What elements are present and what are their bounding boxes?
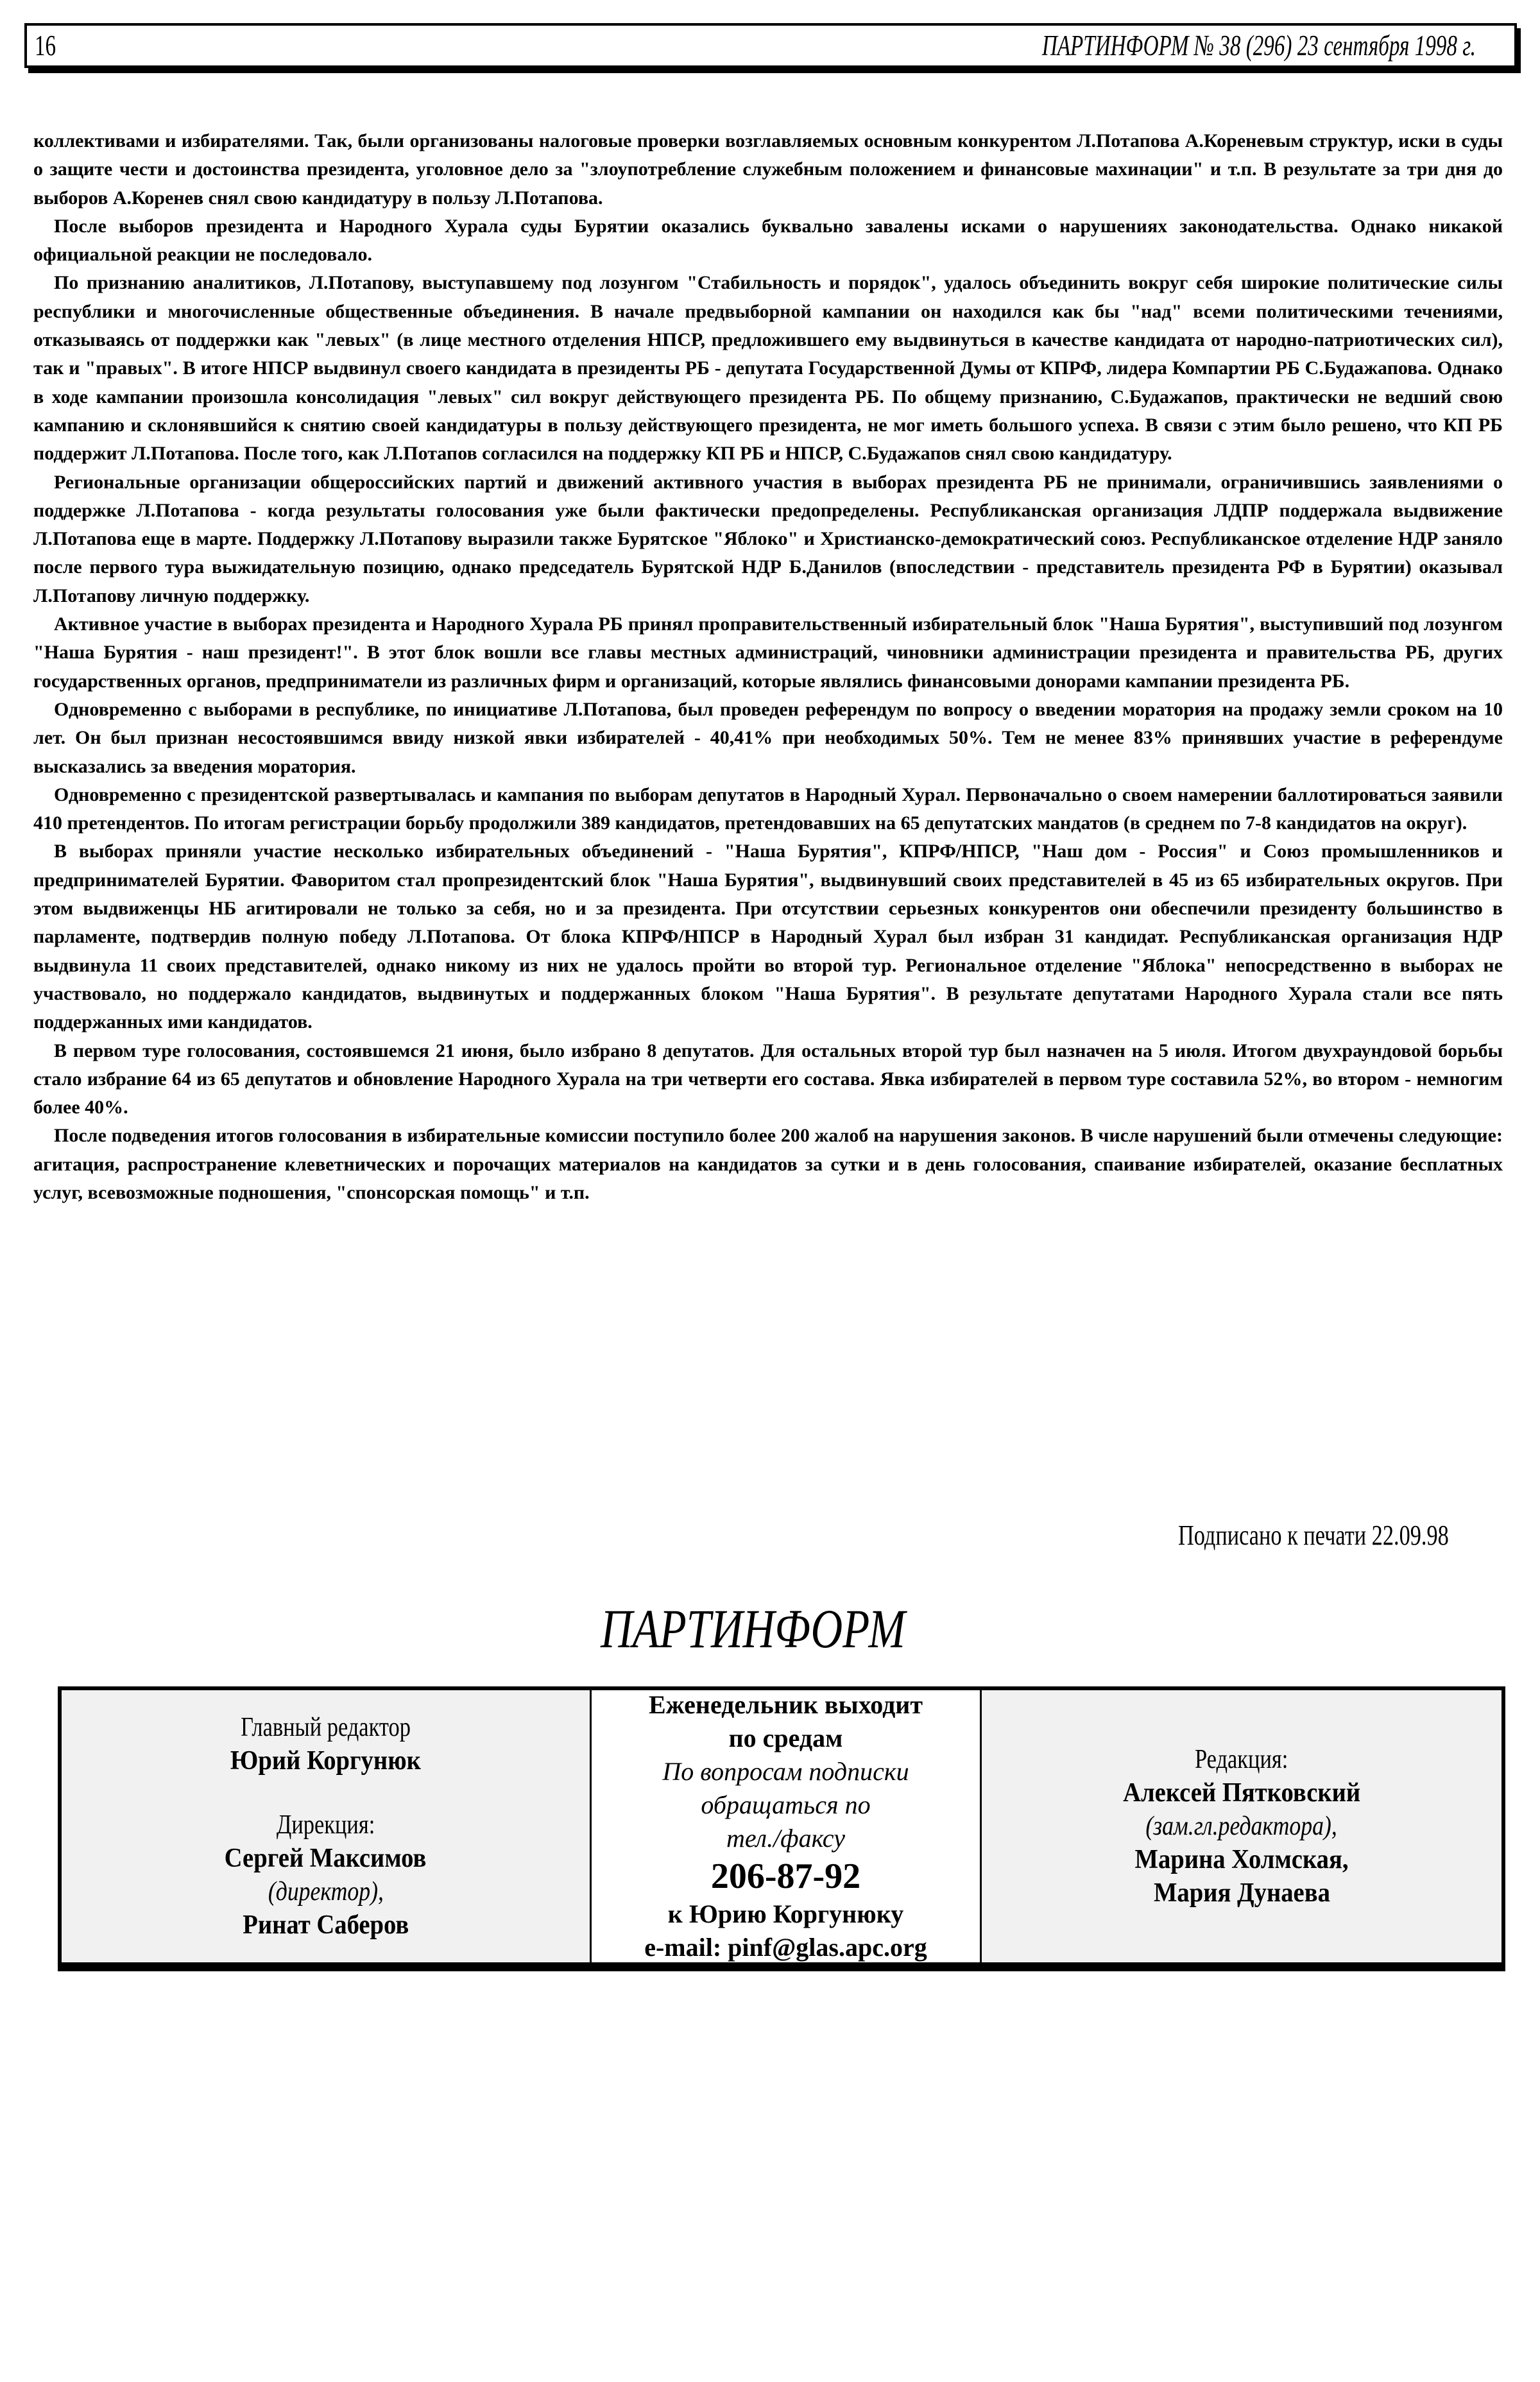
page-header bbox=[24, 23, 1517, 68]
article-paragraph: После подведения итогов голосования в избирательные комиссии поступило более 200 жалоб на нарушения законов. В числе нарушений были отмечены следующие: агитация, распространение клеветнических и порочащих материалов на кандидатов за сутки и в день голосования, спаивание избирателей, оказание бесплатных услуг, всевозможные подношения, "спонсорская помощь" и т.п. bbox=[33, 1125, 1503, 1203]
phone-number: 206-87-92 bbox=[710, 1856, 861, 1896]
masthead-title: ПАРТИНФОРМ bbox=[601, 1598, 905, 1659]
deputy-editor-role: (зам.гл.редактора), bbox=[1145, 1812, 1338, 1841]
editor-staff-name: Мария Дунаева bbox=[1153, 1878, 1330, 1908]
article-paragraph: Одновременно с выборами в республике, по инициативе Л.Потапова, был проведен референдум по вопросу о введении моратория на продажу земли сроком на 10 лет. Он был признан несостоявшимся ввиду низкой явки избирателей - 40,41% при необходимых 50%. Тем не менее 83% принявших участие в референдуме высказались за введения моратория. bbox=[33, 698, 1503, 777]
page-number: 16 bbox=[35, 29, 56, 62]
article-paragraph: В выборах приняли участие несколько избирательных объединений - "Наша Бурятия", КПРФ/НПСР, "Наш дом - Россия" и Союз промышленников и предпринимателей Бурятии. Фаворитом стал пропрезидентский блок "Наша Бурятия", выдвинувший своих представителей в 45 из 65 избирательных округов. При этом выдвиженцы НБ агитировали не только за себя, но и за президента. При отсутствии серьезных конкурентов они обеспечили президенту большинство в парламенте, подтвердив полную победу Л.Потапова. От блока КПРФ/НПСР в Народный Хурал был избран 31 кандидат. Республиканская организация НДР выдвинула 11 своих представителей, однако никому из них не удалось пройти во второй тур. Региональное отделение "Яблока" непосредственно в выборах не участвовало, но поддержало кандидатов, выдвинутых и поддержанных блоком "Наша Бурятия". В результате депутатами Народного Хурала стали все пять поддержанных ими кандидатов. bbox=[33, 841, 1503, 1033]
subscription-line2: обращаться по bbox=[701, 1790, 871, 1819]
article-paragraph: После выборов президента и Народного Хурала суды Бурятии оказались буквально завалены исками о нарушениях законодательства. Однако никакой официальной реакции не последовало. bbox=[33, 215, 1503, 266]
article-paragraph: По признанию аналитиков, Л.Потапову, выступавшему под лозунгом "Стабильность и порядок", удалось объединить вокруг себя широкие политические силы республики и многочисленные общественные объединения. В начале предвыборной кампании он находился как бы "над" всеми политическими течениями, отказываясь от поддержки как "левых" (в лице местного отделения НПСР, предложившего ему выдвинуться в качестве кандидата от народно-патриотических сил), так и "правых". В итоге НПСР выдвинул своего кандидата в президенты РБ - депутата Государственной Думы от КПРФ, лидера Компартии РБ С.Будажапова. Однако в ходе кампании произошла консолидация "левых" сил вокруг действующего президента РБ. По общему признанию, С.Будажапов, практически не ведший свою кампанию и склонявшийся к снятию своей кандидатуры в пользу действующего президента, не мог иметь большого успеха. В связи с этим было решено, что КП РБ поддержит Л.Потапова. После того, как Л.Потапов согласился на поддержку КП РБ и НПСР, С.Будажапов снял свою кандидатуру. bbox=[33, 272, 1503, 465]
imprint-left-column bbox=[62, 1690, 592, 1962]
imprint-right-column bbox=[982, 1690, 1502, 1962]
editor-staff-name: Марина Холмская, bbox=[1134, 1845, 1349, 1874]
subscription-line1: По вопросам подписки bbox=[662, 1757, 909, 1786]
issue-title: ПАРТИНФОРМ № 38 (296) 23 сентября 1998 г. bbox=[1041, 29, 1476, 62]
article-paragraph: В первом туре голосования, состоявшемся 21 июня, было избрано 8 депутатов. Для остальных второй тур был назначен на 5 июля. Итогом двухраундовой борьбы стало избрание 64 из 65 депутатов и обновление Народного Хурала на три четверти его состава. Явка избирателей в первом туре составила 52%, во втором - немногим более 40%. bbox=[33, 1040, 1503, 1118]
contact-person: к Юрию Коргунюку bbox=[667, 1899, 904, 1928]
weekly-schedule-line2: по средам bbox=[728, 1724, 843, 1752]
director-role: (директор), bbox=[268, 1877, 384, 1906]
imprint-box bbox=[58, 1686, 1505, 1971]
deputy-editor-name: Алексей Пятковский bbox=[1122, 1778, 1361, 1808]
signed-to-print: Подписано к печати 22.09.98 bbox=[1178, 1520, 1449, 1551]
imprint-middle-column bbox=[592, 1690, 982, 1962]
article-paragraph: Одновременно с президентской развертывалась и кампания по выборам депутатов в Народный Хурал. Первоначально о своем намерении баллотироваться заявили 410 претендентов. По итогам регистрации борьбу продолжили 389 кандидатов, претендовавших на 65 депутатских мандатов (в среднем по 7-8 кандидатов на округ). bbox=[33, 784, 1503, 834]
article-body bbox=[33, 127, 1503, 1207]
second-director-name: Ринат Саберов bbox=[242, 1910, 409, 1940]
directorate-label: Дирекция: bbox=[276, 1810, 375, 1840]
weekly-schedule-line1: Еженедельник выходит bbox=[649, 1690, 923, 1719]
article-paragraph: коллективами и избирателями. Так, были организованы налоговые проверки возглавляемых основным конкурентом Л.Потапова А.Кореневым структур, иски в суды о защите чести и достоинства президента, уголовное дело за "злоупотребление служебным положением и финансовые махинации" и т.п. В результате за три дня до выборов А.Коренев снял свою кандидатуру в пользу Л.Потапова. bbox=[33, 130, 1503, 209]
director-name: Сергей Максимов bbox=[225, 1844, 427, 1873]
subscription-line3: тел./факсу bbox=[726, 1824, 846, 1853]
article-paragraph: Региональные организации общероссийских партий и движений активного участия в выборах президента РБ не принимали, ограничившись заявлениями о поддержке Л.Потапова - когда результаты голосования уже были фактически предопределены. Республиканская организация ЛДПР поддержала выдвижение Л.Потапова еще в марте. Поддержку Л.Потапову выразили также Бурятское "Яблоко" и Христианско-демократический союз. Республиканское отделение НДР заняло после первого тура выжидательную позицию, однако председатель Бурятской НДР Б.Данилов (впоследствии - представитель президента РФ в Бурятии) оказывал Л.Потапову личную поддержку. bbox=[33, 471, 1503, 606]
article-paragraph: Активное участие в выборах президента и Народного Хурала РБ принял проправительственный избирательный блок "Наша Бурятия", выступивший под лозунгом "Наша Бурятия - наш президент!". В этот блок вошли все главы местных администраций, чиновники администрации президента и правительства РБ, других государственных органов, предприниматели из различных фирм и организаций, которые являлись финансовыми донорами кампании президента РБ. bbox=[33, 613, 1503, 692]
email-link[interactable]: e-mail: pinf@glas.apc.org bbox=[644, 1933, 927, 1962]
editorial-label: Редакция: bbox=[1195, 1745, 1288, 1774]
editor-label: Главный редактор bbox=[241, 1713, 411, 1742]
editor-name: Юрий Коргунюк bbox=[230, 1746, 422, 1776]
